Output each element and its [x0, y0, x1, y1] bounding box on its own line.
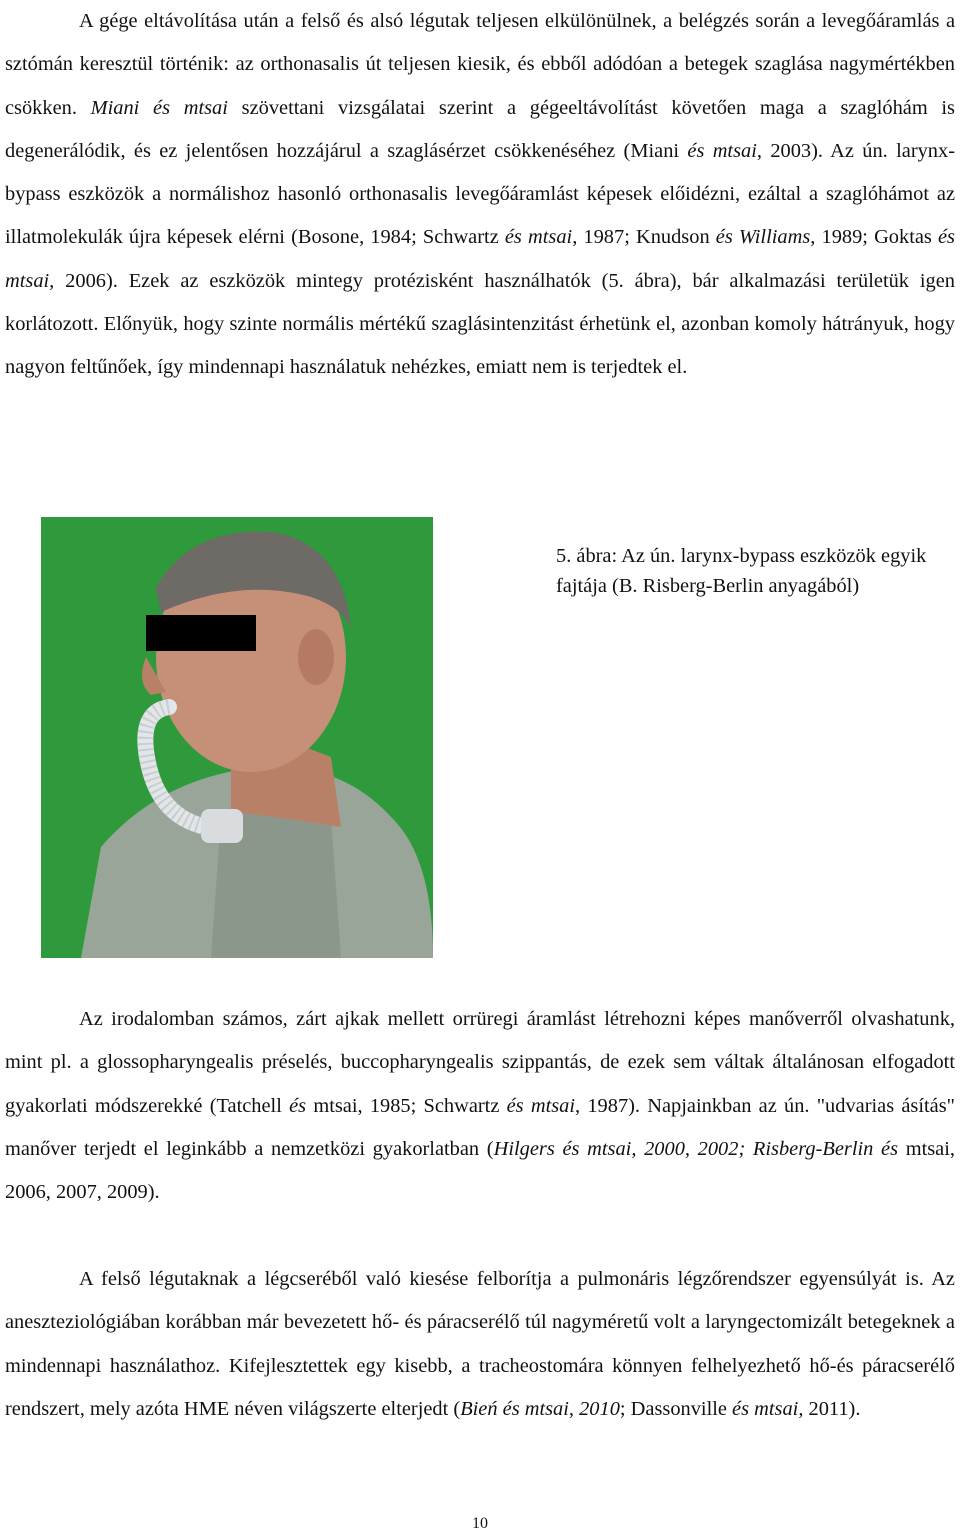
text-run: A felső légutaknak a légcseréből való kiesése felborítja a pulmonáris légzőrendszer egyensúlyát is. Az aneszteziológiában korábban már bevezetett hő- és páracserélő túl nagyméretű volt a laryngectomizált betegeknek a mindennapi használathoz. Kifejlesztettek egy kisebb, a tracheostomára könnyen felhelyezhető hő-és páracserélő rendszert, mely azóta HME néven világszerte elterjedt ( — [5, 1268, 955, 1420]
text-run: Az irodalomban számos, zárt ajkak mellett orrüregi áramlást létrehozni képes manőverről olvashatunk, mint pl. a glossopharyngealis préselés, buccopharyngealis szippantás, de ezek sem váltak általánosan elfogadott gyakorlati módszerekké (Tatchell — [5, 1008, 955, 1117]
text-run: , 1987). Napjainkban az ún. "udvarias ásítás" manőver terjedt el leginkább a nemzetközi gyakorlatban ( — [5, 1094, 955, 1160]
text-run: 2006). Ezek az eszközök mintegy protézisként használhatók (5. ábra), bár alkalmazási területük igen korlátozott. Előnyük, hogy szinte normális mértékű szaglásintenzitást érhetünk el, azonban komoly hátrányuk, hogy nagyon feltűnőek, így mindennapi használatuk nehézkes, emiatt nem is terjedtek el. — [5, 269, 955, 379]
italic-run: és mtsai, — [732, 1397, 804, 1420]
text-run: ; Dassonville — [619, 1397, 733, 1420]
page-number: 10 — [472, 1515, 488, 1532]
text-run: A gége eltávolítása után a felső és alsó légutak teljesen elkülönülnek, a belégzés során a levegőáramlás a sztómán keresztül történik: az orthonasalis út teljesen kiesik, és ebből adódóan a betegek szaglása nagymértékben csökken. — [5, 10, 955, 119]
censor-bar — [146, 615, 256, 651]
figure-photo — [41, 517, 433, 958]
italic-run: Miani és mtsai — [90, 96, 228, 119]
ear — [298, 629, 334, 685]
patient-photo-illustration — [41, 517, 433, 958]
paragraph-2 — [5, 998, 955, 1214]
text-run: mtsai, 1985; Schwartz — [306, 1094, 507, 1117]
text-run: , 2003). Az ún. larynx-bypass eszközök a normálishoz hasonló orthonasalis levegőáramlást képesek előidézni, ezáltal a szaglóhámot az illatmolekulák újra képesek elérni (Bosone, 1984; Schwartz — [5, 139, 955, 249]
italic-run: és — [289, 1094, 307, 1117]
paragraph-1 — [5, 0, 955, 390]
italic-run: és mtsai — [506, 1094, 576, 1117]
italic-run: és mtsai — [504, 226, 573, 249]
text-run: , 1987; Knudson — [572, 226, 716, 249]
text-run: 2011). — [803, 1397, 861, 1420]
italic-run: Bień és mtsai, 2010 — [460, 1397, 620, 1420]
italic-run: és mtsai, — [5, 226, 955, 292]
italic-run: Hilgers és mtsai, 2000, 2002; Risberg-Berlin és — [493, 1137, 899, 1160]
stoma-adapter — [201, 809, 243, 843]
italic-run: és Williams — [715, 226, 811, 249]
italic-run: és mtsai — [687, 139, 757, 162]
text-run: , 1989; Goktas — [810, 226, 938, 249]
figure-caption: 5. ábra: Az ún. larynx-bypass eszközök egyik fajtája (B. Risberg-Berlin anyagából) — [556, 545, 927, 597]
paragraph-3 — [5, 1258, 955, 1431]
text-run: szövettani vizsgálatai szerint a gégeeltávolítást követően maga a szaglóhám is degenerálódik, és ez jelentősen hozzájárul a szaglásérzet csökkenéséhez (Miani — [5, 96, 955, 162]
text-run: mtsai, 2006, 2007, 2009). — [5, 1137, 955, 1204]
